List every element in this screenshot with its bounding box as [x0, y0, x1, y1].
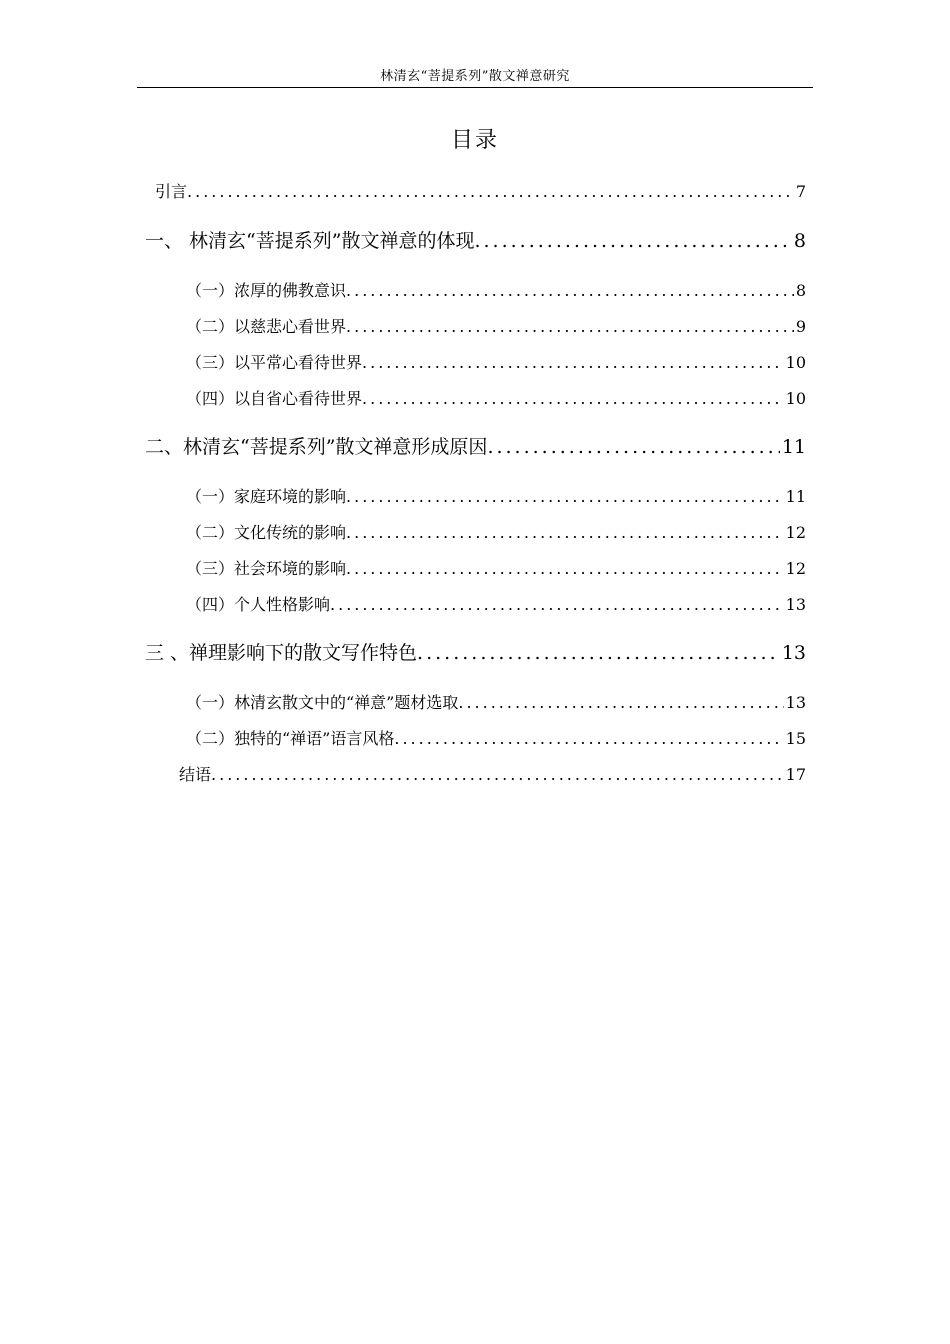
toc-leader-dots — [346, 558, 784, 580]
header-rule — [137, 87, 813, 88]
toc-leader-dots — [394, 728, 783, 750]
toc-entry-label: 引言 — [155, 182, 188, 201]
toc-leader-dots — [362, 352, 784, 374]
toc-entry-intro[interactable] — [155, 181, 806, 203]
toc-entry-section-1-3[interactable] — [186, 352, 806, 374]
toc-leader-dots — [346, 486, 784, 508]
toc-page-number: 12 — [785, 559, 806, 578]
toc-entry-section-1-1[interactable] — [186, 280, 806, 302]
toc-page-number: 13 — [785, 693, 806, 712]
toc-leader-dots — [487, 434, 779, 460]
toc-entry-section-2-4[interactable] — [186, 594, 806, 616]
toc-page-number: 9 — [795, 317, 806, 336]
toc-leader-dots — [417, 640, 780, 666]
toc-entry-section-1-2[interactable] — [186, 316, 806, 338]
toc-entry-conclusion[interactable] — [179, 764, 806, 786]
toc-entry-label: 三 、禅理影响下的散文写作特色 — [145, 642, 418, 664]
toc-entry-label: （一）浓厚的佛教意识 — [186, 281, 347, 300]
toc-entry-section-2-2[interactable] — [186, 522, 806, 544]
toc-title: 目录 — [450, 128, 499, 153]
toc-page-number: 10 — [785, 389, 806, 408]
toc-entry-label: （四）个人性格影响 — [186, 595, 331, 614]
toc-entry-label: 二、林清玄“菩提系列”散文禅意形成原因 — [145, 436, 488, 458]
toc-leader-dots — [362, 388, 784, 410]
toc-entry-label: （二）文化传统的影响 — [186, 523, 347, 542]
toc-page-number: 8 — [793, 230, 806, 252]
toc-entry-chapter-3[interactable] — [145, 640, 806, 666]
toc-leader-dots — [346, 522, 784, 544]
toc-leader-dots — [211, 764, 784, 786]
running-header: 林清玄“菩提系列”散文禅意研究 — [380, 69, 570, 84]
toc-leader-dots — [458, 692, 783, 714]
toc-leader-dots — [330, 594, 784, 616]
toc-page-number: 15 — [785, 729, 806, 748]
toc-entry-section-1-4[interactable] — [186, 388, 806, 410]
toc-entry-section-3-1[interactable] — [186, 692, 806, 714]
toc-leader-dots — [187, 181, 794, 203]
toc-entry-label: （三）以平常心看待世界 — [186, 353, 363, 372]
toc-page-number: 13 — [785, 595, 806, 614]
toc-page-number: 12 — [785, 523, 806, 542]
toc-leader-dots — [346, 280, 794, 302]
toc-entry-chapter-1[interactable] — [145, 228, 806, 254]
toc-entry-label: （三）社会环境的影响 — [186, 559, 347, 578]
toc-entry-label: （一）林清玄散文中的“禅意”题材选取 — [186, 693, 459, 712]
toc-entry-label: （二）独特的“禅语”语言风格 — [186, 729, 395, 748]
toc-entry-label: （二）以慈悲心看世界 — [186, 317, 347, 336]
toc-entry-label: 一、 林清玄“菩提系列”散文禅意的体现 — [145, 230, 475, 252]
toc-entry-label: 结语 — [179, 765, 212, 784]
toc-entry-section-3-2[interactable] — [186, 728, 806, 750]
toc-page-number: 11 — [781, 436, 806, 458]
toc-entry-section-2-3[interactable] — [186, 558, 806, 580]
toc-page-number: 8 — [795, 281, 806, 300]
toc-entry-chapter-2[interactable] — [145, 434, 806, 460]
toc-leader-dots — [474, 228, 791, 254]
toc-entry-label: （一）家庭环境的影响 — [186, 487, 347, 506]
toc-entry-section-2-1[interactable] — [186, 486, 806, 508]
toc-page-number: 13 — [781, 642, 806, 664]
toc-page-number: 10 — [785, 353, 806, 372]
toc-leader-dots — [346, 316, 794, 338]
toc-page-number: 7 — [795, 182, 806, 201]
toc-page-number: 11 — [785, 487, 806, 506]
toc-entry-label: （四）以自省心看待世界 — [186, 389, 363, 408]
toc-page-number: 17 — [785, 765, 806, 784]
